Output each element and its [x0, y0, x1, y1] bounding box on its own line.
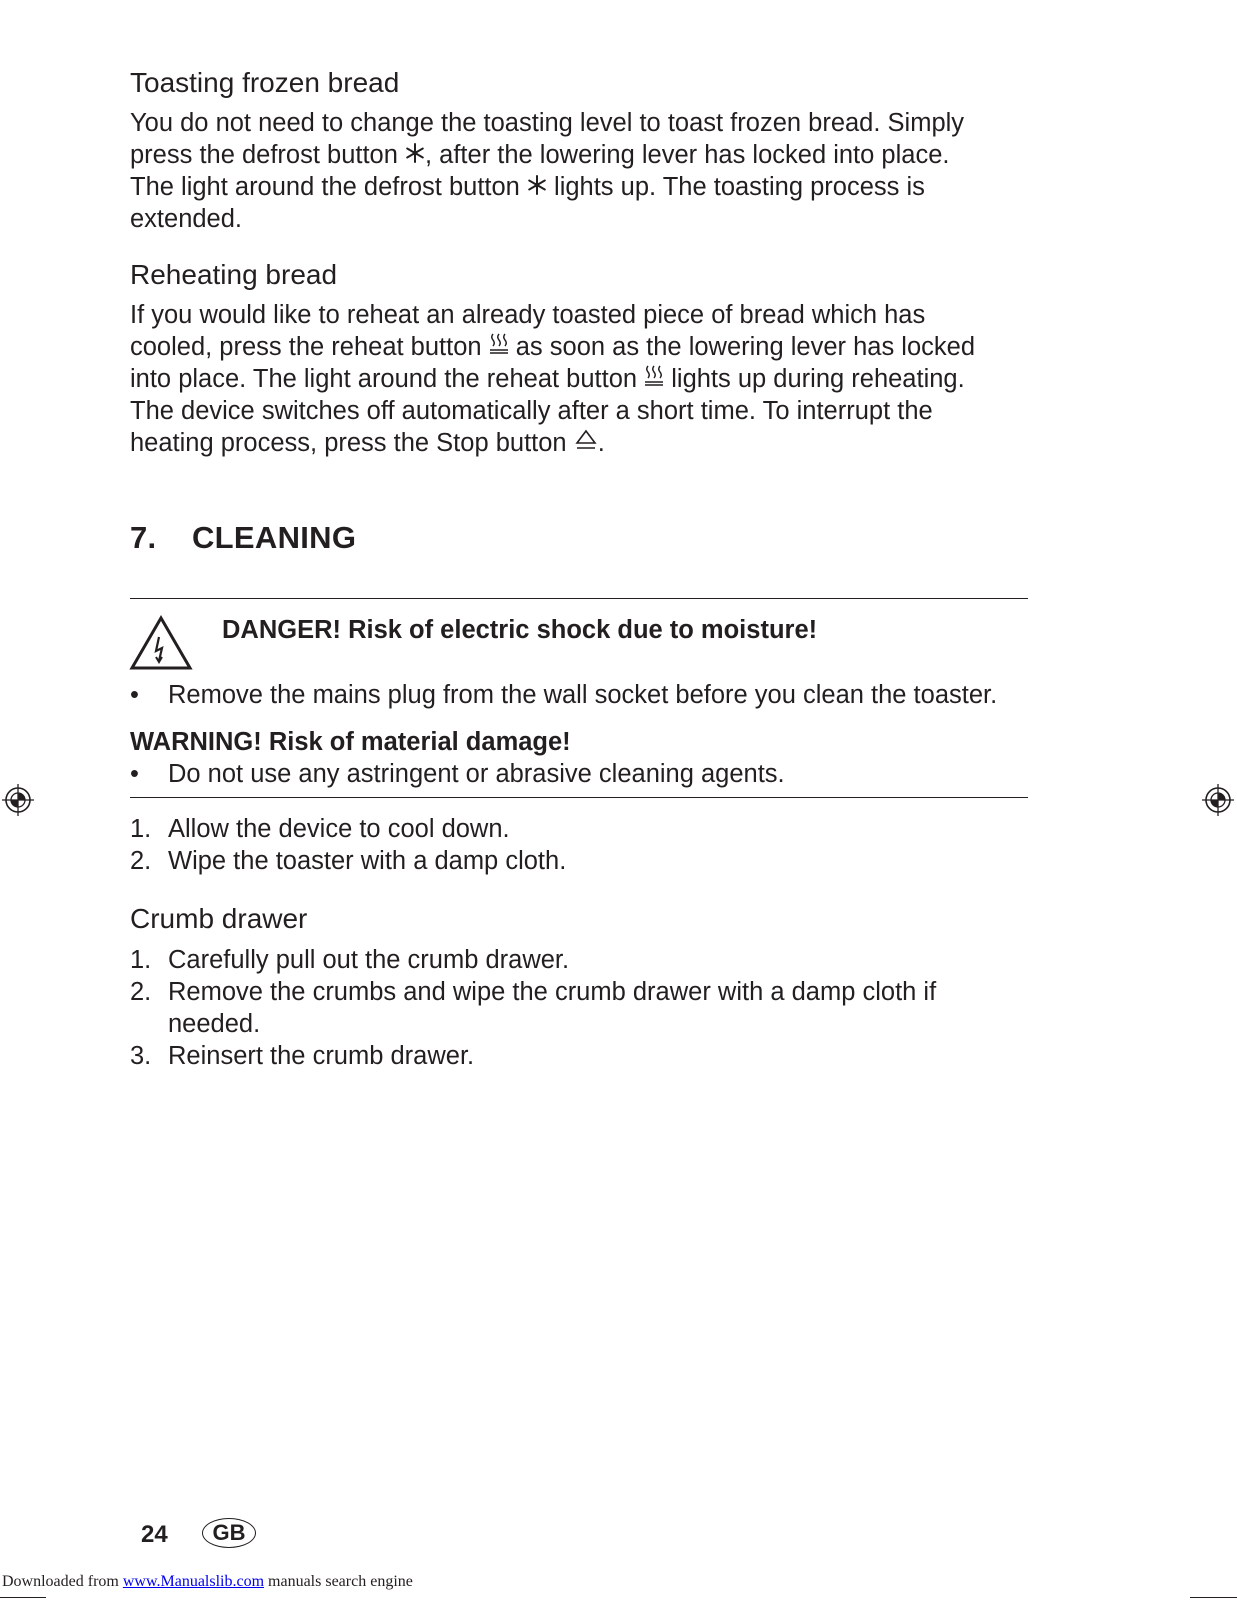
list-item — [130, 976, 1030, 1040]
snowflake-icon — [405, 143, 425, 163]
warning-heading: WARNING! Risk of material damage! — [130, 728, 571, 756]
list-item — [130, 944, 1030, 976]
danger-heading: DANGER! Risk of electric shock due to moisture! — [222, 616, 818, 644]
heading-crumb-drawer: Crumb drawer — [130, 903, 308, 934]
reheating-bread-paragraph — [130, 299, 1030, 459]
bullet-mark: • — [130, 681, 139, 709]
text: cooled, press the reheat button — [130, 333, 489, 361]
section-reheating-bread — [130, 258, 1030, 459]
step-number: 1. — [130, 815, 152, 843]
step-text: Remove the crumbs and wipe the crumb drawer with a damp cloth if — [168, 978, 937, 1006]
text: If you would like to reheat an already toasted piece of bread which has — [130, 301, 926, 329]
language-badge-text: GB — [212, 1520, 246, 1545]
divider-bottom — [130, 797, 1028, 798]
divider-top — [130, 598, 1028, 599]
text: . — [597, 429, 605, 457]
list-item — [130, 1040, 1030, 1072]
step-text: Wipe the toaster with a damp cloth. — [168, 847, 567, 875]
text: , after the lowering lever has locked into place. — [425, 141, 950, 169]
crop-mark — [1190, 1597, 1237, 1598]
text: as soon as the lowering lever has locked — [508, 333, 976, 361]
step-text: Carefully pull out the crumb drawer. — [168, 946, 570, 974]
registration-mark-icon — [2, 784, 34, 816]
text: heating process, press the Stop button — [130, 429, 574, 457]
heading-frozen-bread: Toasting frozen bread — [130, 67, 400, 98]
section-cleaning-title — [130, 520, 1030, 556]
electric-warning-triangle-icon — [129, 615, 193, 671]
step-text: Reinsert the crumb drawer. — [168, 1042, 475, 1070]
danger-bullet-item — [130, 679, 1030, 711]
frozen-bread-paragraph — [130, 107, 1030, 235]
step-number: 3. — [130, 1042, 152, 1070]
list-item — [130, 845, 1030, 877]
section-title — [130, 520, 1030, 556]
registration-mark-icon — [1202, 784, 1234, 816]
page-number: 24 — [141, 1521, 168, 1548]
text: The device switches off automatically after a short time. To interrupt the — [130, 397, 933, 425]
warning-bullet-item — [130, 758, 1030, 790]
snowflake-icon — [527, 175, 547, 195]
text: The light around the defrost button — [130, 173, 527, 201]
manualslib-link[interactable]: www.Manualslib.com — [122, 1573, 265, 1590]
text: lights up during reheating. — [664, 365, 965, 393]
bullet-mark: • — [130, 760, 139, 788]
eject-stop-icon — [574, 429, 598, 451]
text: You do not need to change the toasting level to toast frozen bread. Simply — [130, 109, 965, 137]
download-suffix: manuals search engine — [264, 1573, 413, 1590]
section-frozen-bread — [130, 66, 1030, 235]
step-text: Allow the device to cool down. — [168, 815, 510, 843]
text: into place. The light around the reheat button — [130, 365, 645, 393]
text: extended. — [130, 205, 243, 233]
download-prefix: Downloaded from — [2, 1573, 123, 1590]
step-number: 2. — [130, 978, 152, 1006]
danger-bullet-text: Remove the mains plug from the wall socket before you clean the toaster. — [168, 681, 998, 709]
language-badge — [202, 1518, 256, 1548]
section-number: 7. — [130, 520, 157, 555]
warning-bullet-text: Do not use any astringent or abrasive cleaning agents. — [168, 760, 785, 788]
heat-waves-icon — [644, 365, 664, 387]
heat-waves-icon — [489, 333, 509, 355]
download-footer — [2, 1573, 413, 1591]
heading-reheating-bread: Reheating bread — [130, 259, 338, 290]
list-item — [130, 813, 1030, 845]
crop-mark — [0, 1597, 46, 1598]
section-title-text: CLEANING — [192, 520, 357, 555]
step-number: 2. — [130, 847, 152, 875]
step-number: 1. — [130, 946, 152, 974]
text: lights up. The toasting process is — [546, 173, 925, 201]
step-text-continued: needed. — [168, 1010, 261, 1038]
text: press the defrost button — [130, 141, 405, 169]
